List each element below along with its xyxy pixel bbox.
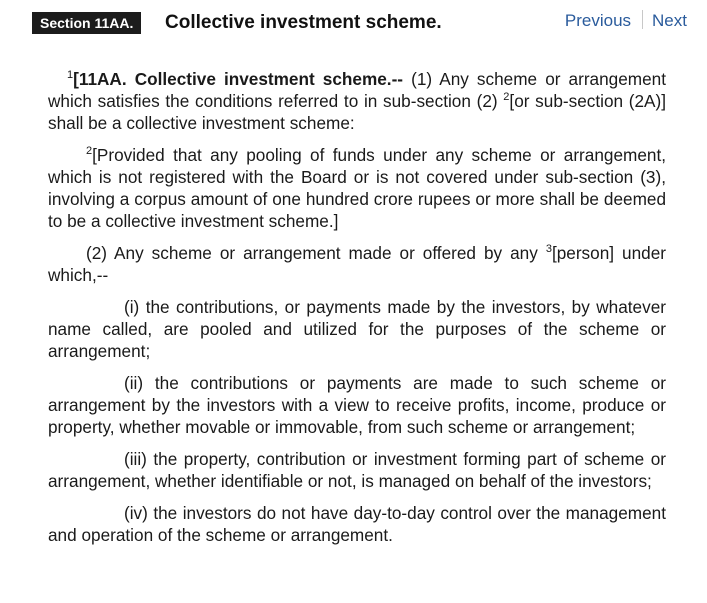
footnote-ref-1[interactable]: 1 (67, 69, 74, 81)
footnote-ref-2[interactable]: 2 (503, 91, 510, 103)
proviso-paragraph (48, 144, 666, 232)
nav-divider (642, 10, 643, 29)
section-body (48, 68, 666, 556)
clause-iii: (iii) the property, contribution or investment forming part of scheme or arrangement, whether identifiable or not, is managed on behalf of the investors; (48, 449, 666, 491)
next-link[interactable]: Next (652, 11, 687, 30)
section-number-badge: Section 11AA. (32, 12, 141, 34)
clause-ii: (ii) the contributions or payments are made to such scheme or arrangement by the investors with a view to receive profits, income, produce or property, whether movable or immovable, from such scheme or arrangement; (48, 373, 666, 437)
paragraph-3 (48, 242, 666, 286)
section-nav (565, 10, 687, 31)
paragraph-3-text-b: [person] under which,-- (48, 243, 666, 285)
footnote-ref-2b[interactable]: 2 (86, 145, 93, 157)
paragraph-1 (48, 68, 666, 134)
clause-iv: (iv) the investors do not have day-to-day control over the management and operation of the scheme or arrangement. (48, 503, 666, 545)
paragraph-1-text-b: [or sub-section (2A)] shall be a collective investment scheme: (48, 91, 666, 133)
section-header (32, 10, 687, 36)
footnote-ref-3[interactable]: 3 (545, 243, 552, 255)
paragraph-1-text-a: (1) Any scheme or arrangement which satisfies the conditions referred to in sub-section (2) (48, 69, 667, 111)
clause-i: (i) the contributions, or payments made by the investors, by whatever name called, are pooled and utilized for the purposes of the scheme or arrangement; (48, 297, 666, 361)
section-title: Collective investment scheme. (165, 12, 442, 33)
section-heading: [11AA. Collective investment scheme.-- (73, 69, 404, 89)
previous-link[interactable]: Previous (564, 11, 632, 30)
proviso-text: [Provided that any pooling of funds under any scheme or arrangement, which is not registered with the Board or is not covered under sub-section (3), involving a corpus amount of one hundred crore rupees or more shall be deemed to be a collective investment scheme.] (48, 145, 666, 231)
paragraph-3-text-a: (2) Any scheme or arrangement made or offered by any (86, 243, 546, 263)
